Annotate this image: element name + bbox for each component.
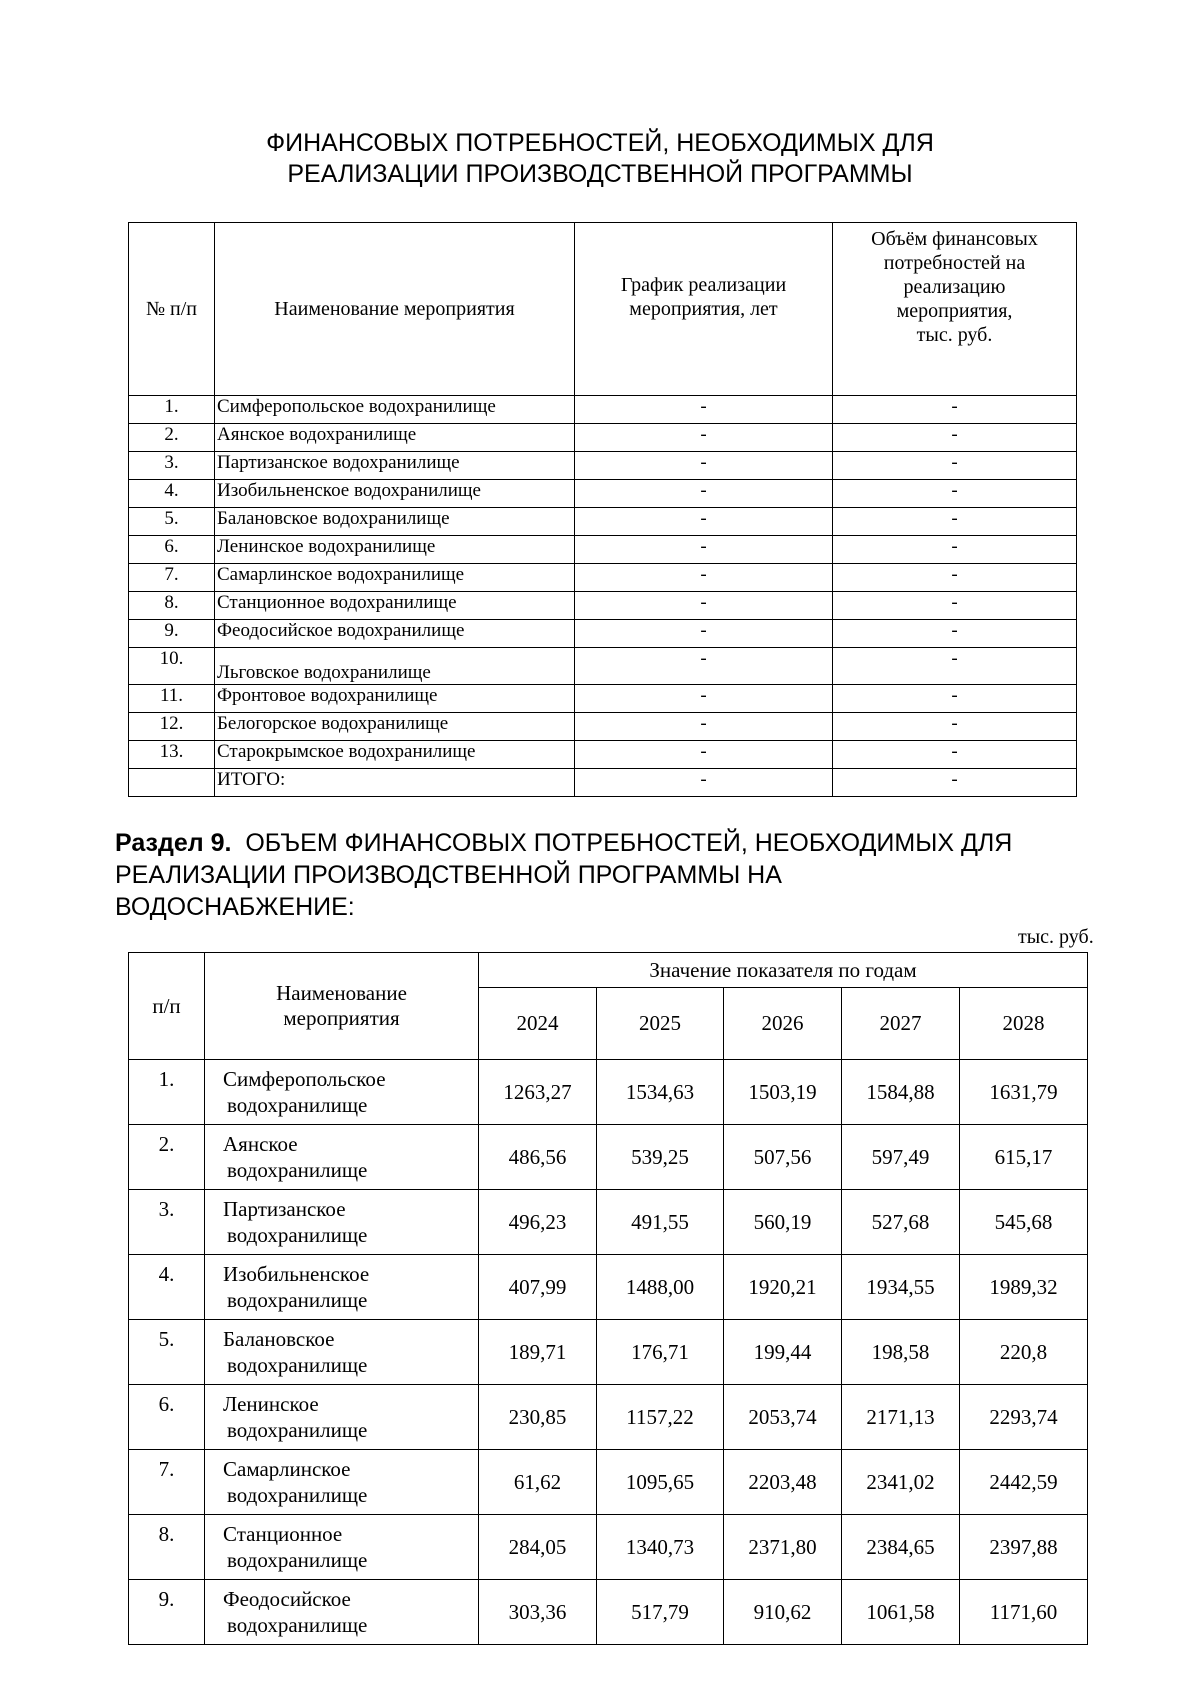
row-num: 7. <box>129 1450 205 1515</box>
row-name-line: Партизанское <box>223 1197 346 1221</box>
table-row <box>129 1255 1088 1320</box>
row-name-line: водохранилище <box>227 1353 368 1377</box>
row-volume: - <box>833 564 1077 592</box>
row-value: 284,05 <box>479 1515 597 1580</box>
row-name: Изобильненское водохранилище <box>215 480 575 508</box>
row-value: 560,19 <box>724 1190 842 1255</box>
row-name-line: водохранилище <box>227 1483 368 1507</box>
header-name: Наименование мероприятия <box>215 223 575 396</box>
row-value: 507,56 <box>724 1125 842 1190</box>
row-value: 2203,48 <box>724 1450 842 1515</box>
row-name-line: Ленинское <box>223 1392 319 1416</box>
row-name <box>205 1450 479 1515</box>
table-row <box>129 508 1077 536</box>
table-row <box>129 396 1077 424</box>
row-schedule: - <box>575 424 833 452</box>
row-schedule: - <box>575 592 833 620</box>
row-value: 2293,74 <box>960 1385 1088 1450</box>
section8-title <box>100 128 1100 190</box>
row-volume: - <box>833 424 1077 452</box>
row-value: 1920,21 <box>724 1255 842 1320</box>
row-volume: - <box>833 713 1077 741</box>
row-num: 8. <box>129 1515 205 1580</box>
table-row <box>129 1385 1088 1450</box>
row-volume: - <box>833 536 1077 564</box>
row-name: Аянское водохранилище <box>215 424 575 452</box>
row-schedule: - <box>575 508 833 536</box>
row-value: 1503,19 <box>724 1060 842 1125</box>
section9-title-line3: ВОДОСНАБЖЕНИЕ: <box>115 893 355 921</box>
table-row <box>129 620 1077 648</box>
header-name-line: мероприятия <box>283 1006 400 1030</box>
row-num: 9. <box>129 620 215 648</box>
row-value: 1534,63 <box>597 1060 724 1125</box>
row-num: 12. <box>129 713 215 741</box>
row-num: 1. <box>129 396 215 424</box>
row-name: Балановское водохранилище <box>215 508 575 536</box>
row-value: 2341,02 <box>842 1450 960 1515</box>
header-schedule: График реализации мероприятия, лет <box>575 223 833 396</box>
total-label: ИТОГО: <box>215 769 575 797</box>
row-value: 615,17 <box>960 1125 1088 1190</box>
row-num: 3. <box>129 1190 205 1255</box>
row-value: 545,68 <box>960 1190 1088 1255</box>
row-num: 6. <box>129 1385 205 1450</box>
row-schedule: - <box>575 564 833 592</box>
row-value: 2442,59 <box>960 1450 1088 1515</box>
row-value: 491,55 <box>597 1190 724 1255</box>
row-name-line: водохранилище <box>227 1613 368 1637</box>
table-row <box>129 452 1077 480</box>
table-row <box>129 1450 1088 1515</box>
row-value: 1095,65 <box>597 1450 724 1515</box>
row-value: 1061,58 <box>842 1580 960 1645</box>
table-row <box>129 648 1077 685</box>
row-num: 5. <box>129 1320 205 1385</box>
row-num: 8. <box>129 592 215 620</box>
row-name <box>205 1385 479 1450</box>
header-year: 2026 <box>724 988 842 1060</box>
row-value: 2053,74 <box>724 1385 842 1450</box>
total-num-cell <box>129 769 215 797</box>
row-value: 527,68 <box>842 1190 960 1255</box>
header-volume <box>833 223 1077 396</box>
row-name-line: водохранилище <box>227 1548 368 1572</box>
row-num: 4. <box>129 1255 205 1320</box>
row-num: 5. <box>129 508 215 536</box>
row-schedule: - <box>575 741 833 769</box>
row-value: 496,23 <box>479 1190 597 1255</box>
row-name-line: водохранилище <box>227 1288 368 1312</box>
row-value: 517,79 <box>597 1580 724 1645</box>
row-name <box>205 1125 479 1190</box>
row-name: Самарлинское водохранилище <box>215 564 575 592</box>
row-num: 4. <box>129 480 215 508</box>
table-row <box>129 1320 1088 1385</box>
total-volume: - <box>833 769 1077 797</box>
header-volume-line: тыс. руб. <box>916 324 993 346</box>
row-num: 2. <box>129 1125 205 1190</box>
row-schedule: - <box>575 713 833 741</box>
table-header-row <box>129 223 1077 396</box>
header-num: № п/п <box>129 223 215 396</box>
row-name-line: Изобильненское <box>223 1262 370 1286</box>
row-volume: - <box>833 508 1077 536</box>
row-num: 9. <box>129 1580 205 1645</box>
table-row <box>129 741 1077 769</box>
row-num: 6. <box>129 536 215 564</box>
header-year: 2027 <box>842 988 960 1060</box>
header-volume-line: реализацию <box>903 276 1006 298</box>
table-row <box>129 592 1077 620</box>
row-name: Симферопольское водохранилище <box>215 396 575 424</box>
row-name: Фронтовое водохранилище <box>215 685 575 713</box>
section9-title <box>115 827 1135 923</box>
row-name: Старокрымское водохранилище <box>215 741 575 769</box>
row-value: 1584,88 <box>842 1060 960 1125</box>
table-row <box>129 1125 1088 1190</box>
section8-title-line1: ФИНАНСОВЫХ ПОТРЕБНОСТЕЙ, НЕОБХОДИМЫХ ДЛЯ <box>266 129 934 157</box>
row-name-line: водохранилище <box>227 1223 368 1247</box>
table-row <box>129 1515 1088 1580</box>
table-row <box>129 1580 1088 1645</box>
header-volume-line: потребностей на <box>883 252 1026 274</box>
table-row <box>129 713 1077 741</box>
row-schedule: - <box>575 648 833 685</box>
row-num: 11. <box>129 685 215 713</box>
row-name-line: Феодосийское <box>223 1587 351 1611</box>
header-volume-line: Объём финансовых <box>871 228 1038 250</box>
row-schedule: - <box>575 685 833 713</box>
row-value: 1157,22 <box>597 1385 724 1450</box>
header-year: 2024 <box>479 988 597 1060</box>
row-volume: - <box>833 592 1077 620</box>
header-year: 2028 <box>960 988 1088 1060</box>
row-value: 1488,00 <box>597 1255 724 1320</box>
row-num: 10. <box>129 648 215 685</box>
row-value: 303,36 <box>479 1580 597 1645</box>
row-num: 13. <box>129 741 215 769</box>
row-name-line: Симферопольское <box>223 1067 386 1091</box>
row-name <box>205 1060 479 1125</box>
row-value: 1171,60 <box>960 1580 1088 1645</box>
row-value: 597,49 <box>842 1125 960 1190</box>
table-row <box>129 424 1077 452</box>
row-name <box>205 1255 479 1320</box>
total-schedule: - <box>575 769 833 797</box>
row-value: 61,62 <box>479 1450 597 1515</box>
header-name-line: Наименование <box>276 981 407 1005</box>
row-value: 199,44 <box>724 1320 842 1385</box>
row-schedule: - <box>575 396 833 424</box>
row-value: 1989,32 <box>960 1255 1088 1320</box>
table-row <box>129 1190 1088 1255</box>
table-row <box>129 564 1077 592</box>
row-schedule: - <box>575 620 833 648</box>
row-name-line: Станционное <box>223 1522 343 1546</box>
row-name: Льговское водохранилище <box>215 648 575 685</box>
row-value: 2384,65 <box>842 1515 960 1580</box>
row-name-line: водохранилище <box>227 1418 368 1442</box>
row-name: Станционное водохранилище <box>215 592 575 620</box>
section9-title-text1: ОБЪЕМ ФИНАНСОВЫХ ПОТРЕБНОСТЕЙ, НЕОБХОДИМЫХ ДЛЯ <box>245 829 1013 857</box>
row-value: 189,71 <box>479 1320 597 1385</box>
row-value: 910,62 <box>724 1580 842 1645</box>
row-value: 486,56 <box>479 1125 597 1190</box>
row-volume: - <box>833 685 1077 713</box>
row-name: Ленинское водохранилище <box>215 536 575 564</box>
row-volume: - <box>833 396 1077 424</box>
section8-title-line2: РЕАЛИЗАЦИИ ПРОИЗВОДСТВЕННОЙ ПРОГРАММЫ <box>287 160 913 188</box>
row-volume: - <box>833 648 1077 685</box>
row-value: 176,71 <box>597 1320 724 1385</box>
row-name <box>205 1190 479 1255</box>
row-name-line: водохранилище <box>227 1158 368 1182</box>
row-volume: - <box>833 741 1077 769</box>
row-volume: - <box>833 452 1077 480</box>
row-value: 407,99 <box>479 1255 597 1320</box>
row-value: 1340,73 <box>597 1515 724 1580</box>
row-value: 2371,80 <box>724 1515 842 1580</box>
row-name <box>205 1580 479 1645</box>
table-header-row <box>129 953 1088 988</box>
row-value: 2171,13 <box>842 1385 960 1450</box>
row-value: 1631,79 <box>960 1060 1088 1125</box>
row-schedule: - <box>575 480 833 508</box>
table-row <box>129 480 1077 508</box>
row-volume: - <box>833 480 1077 508</box>
section9-label: Раздел 9. <box>115 829 232 857</box>
table-row <box>129 1060 1088 1125</box>
row-value: 198,58 <box>842 1320 960 1385</box>
row-num: 1. <box>129 1060 205 1125</box>
row-num: 2. <box>129 424 215 452</box>
row-volume: - <box>833 620 1077 648</box>
header-year: 2025 <box>597 988 724 1060</box>
financial-needs-table <box>128 952 1088 1645</box>
row-value: 539,25 <box>597 1125 724 1190</box>
row-name-line: Самарлинское <box>223 1457 351 1481</box>
row-value: 2397,88 <box>960 1515 1088 1580</box>
row-name: Белогорское водохранилище <box>215 713 575 741</box>
header-num: п/п <box>129 953 205 1060</box>
row-num: 7. <box>129 564 215 592</box>
table-row <box>129 536 1077 564</box>
row-value: 1934,55 <box>842 1255 960 1320</box>
section9-title-line1 <box>115 827 1135 859</box>
row-value: 230,85 <box>479 1385 597 1450</box>
row-name-line: водохранилище <box>227 1093 368 1117</box>
row-num: 3. <box>129 452 215 480</box>
header-volume-line: мероприятия, <box>896 300 1013 322</box>
header-name <box>205 953 479 1060</box>
row-name <box>205 1515 479 1580</box>
header-years-group: Значение показателя по годам <box>479 953 1088 988</box>
section9-title-line2: РЕАЛИЗАЦИИ ПРОИЗВОДСТВЕННОЙ ПРОГРАММЫ НА <box>115 861 782 889</box>
row-schedule: - <box>575 452 833 480</box>
row-name-line: Аянское <box>223 1132 298 1156</box>
row-name <box>205 1320 479 1385</box>
row-name: Феодосийское водохранилище <box>215 620 575 648</box>
row-name: Партизанское водохранилище <box>215 452 575 480</box>
row-name-line: Балановское <box>223 1327 335 1351</box>
row-value: 1263,27 <box>479 1060 597 1125</box>
row-schedule: - <box>575 536 833 564</box>
unit-label: тыс. руб. <box>1018 926 1094 948</box>
total-row <box>129 769 1077 797</box>
row-value: 220,8 <box>960 1320 1088 1385</box>
table-row <box>129 685 1077 713</box>
measures-schedule-table <box>128 222 1077 797</box>
